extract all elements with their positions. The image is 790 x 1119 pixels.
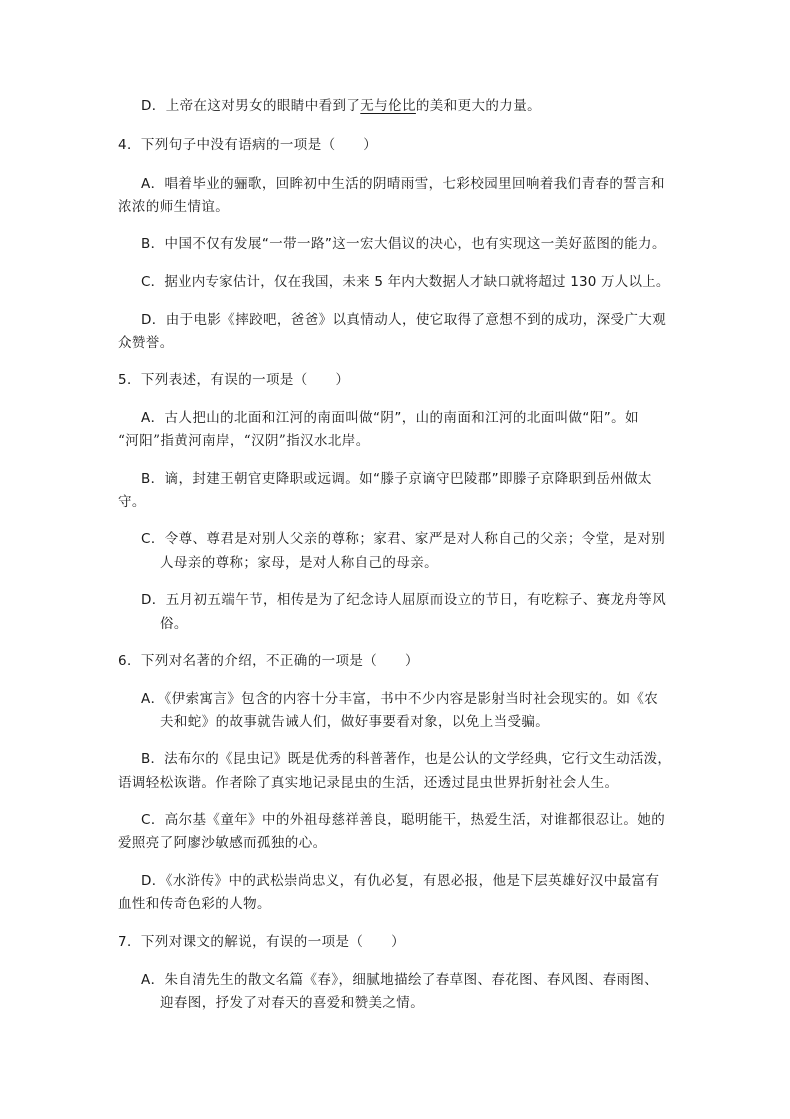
q4-stem: 4．下列句子中没有语病的一项是（ ） [118,137,378,153]
q5-option-c-line2: 人母亲的尊称；家母，是对人称自己的母亲。 [160,555,438,571]
q7-stem: 7．下列对课文的解说，有误的一项是（ ） [118,934,405,950]
q6-stem: 6．下列对名著的介绍，不正确的一项是（ ） [118,653,419,669]
q4-option-c: C．据业内专家估计，仅在我国，未来 5 年内大数据人才缺口就将超过 130 万人以上。 [141,274,670,290]
q6-option-d-line1: D．《水浒传》中的武松崇尚忠义，有仇必复，有恩必报，他是下层英雄好汉中最富有 [141,873,660,889]
q6-option-a-line1: A．《伊索寓言》包含的内容十分丰富，书中不少内容是影射当时社会现实的。如《农 [141,691,659,707]
q4-option-a-line1: A．唱着毕业的骊歌，回眸初中生活的阴晴雨雪，七彩校园里回响着我们青春的誓言和 [141,176,665,192]
q6-option-c-line2: 爱照亮了阿廖沙敏感而孤独的心。 [118,835,327,851]
q5-option-c-line1: C．令尊、尊君是对别人父亲的尊称；家君、家严是对人称自己的父亲；令堂，是对别 [141,531,666,547]
q6-option-b-line2: 语调轻松诙谐。作者除了真实地记录昆虫的生活，还透过昆虫世界折射社会人生。 [118,775,619,791]
q5-stem: 5．下列表述，有误的一项是（ ） [118,372,350,388]
q6-option-d-line2: 血性和传奇色彩的人物。 [118,896,271,912]
q5-option-d-line1: D．五月初五端午节，相传是为了纪念诗人屈原而设立的节日，有吃粽子、赛龙舟等风 [141,592,667,608]
q7-option-a-line1: A．朱自清先生的散文名篇《春》，细腻地描绘了春草图、春花图、春风图、春雨图、 [141,972,659,988]
q6-option-c-line1: C．高尔基《童年》中的外祖母慈祥善良，聪明能干，热爱生活，对谁都很忍让。她的 [141,812,666,828]
q4-option-a-line2: 浓浓的师生情谊。 [118,199,230,215]
q5-option-d-line2: 俗。 [160,616,188,632]
q4-option-d-line2: 众赞誉。 [118,335,174,351]
q4-option-b: B．中国不仅有发展“一带一路”这一宏大倡议的决心，也有实现这一美好蓝图的能力。 [141,236,666,252]
q6-option-a-line2: 夫和蛇》的故事就告诫人们，做好事要看对象，以免上当受骗。 [160,714,550,730]
q7-option-a-line2: 迎春图，抒发了对春天的喜爱和赞美之情。 [160,995,425,1011]
q6-option-b-line1: B．法布尔的《昆虫记》既是优秀的科普著作，也是公认的文学经典，它行文生动活泼， [141,751,672,767]
q5-option-a-line2: “河阳”指黄河南岸，“汉阴”指汉水北岸。 [118,433,370,449]
q5-option-b-line2: 守。 [118,494,146,510]
q3-option-d: D．上帝在这对男女的眼睛中看到了无与伦比的美和更大的力量。 [141,98,542,114]
q5-option-b-line1: B．谪，封建王朝官吏降职或远调。如“滕子京谪守巴陵郡”即滕子京降职到岳州做太 [141,471,652,487]
underlined-phrase: 无与伦比 [360,98,416,114]
q5-option-a-line1: A．古人把山的北面和江河的南面叫做“阴”，山的南面和江河的北面叫做“阳”。如 [141,410,639,426]
q4-option-d-line1: D．由于电影《摔跤吧，爸爸》以真情动人，使它取得了意想不到的成功，深受广大观 [141,312,667,328]
